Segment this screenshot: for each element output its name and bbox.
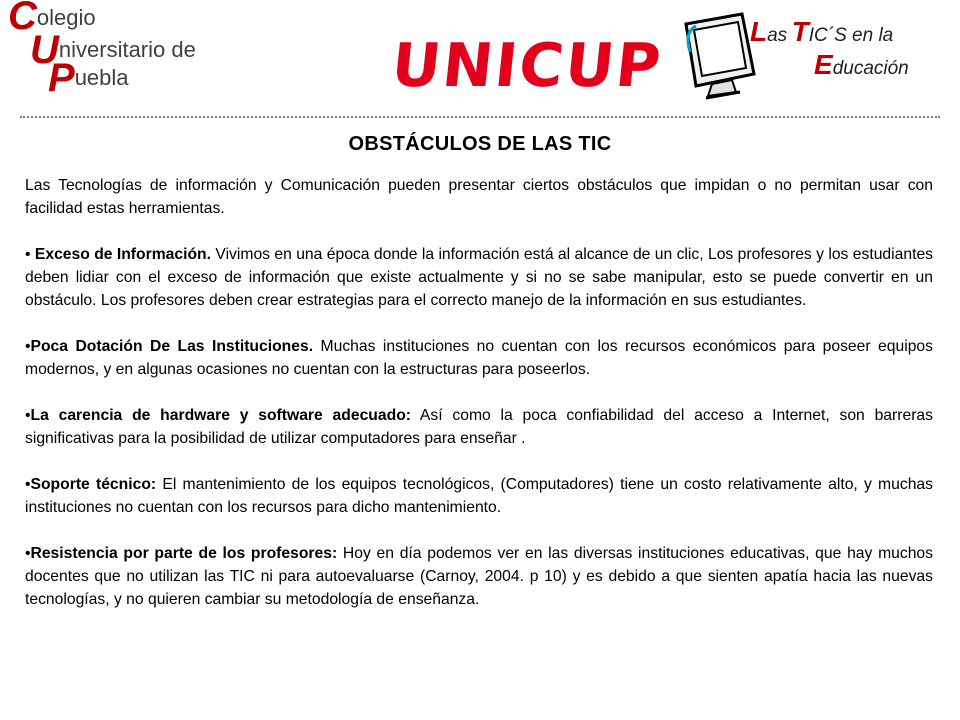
school-word-puebla: uebla bbox=[74, 65, 129, 90]
tagline-word-las: as bbox=[767, 25, 788, 46]
item-heading: Exceso de Información. bbox=[34, 246, 212, 263]
bullet: • bbox=[25, 246, 35, 263]
intro-paragraph: Las Tecnologías de información y Comunicación pueden presentar ciertos obstáculos que impidan o no permitan usar con facilidad estas herramientas. bbox=[25, 177, 933, 217]
initial-p: P bbox=[48, 56, 75, 100]
tagline-line-2 bbox=[814, 51, 909, 80]
list-item bbox=[25, 473, 933, 519]
tagline-word-educacion: ducación bbox=[832, 58, 909, 79]
item-heading: Resistencia por parte de los profesores: bbox=[30, 545, 338, 562]
item-heading: Soporte técnico: bbox=[30, 476, 157, 493]
list-item bbox=[25, 243, 933, 312]
item-heading: Poca Dotación De Las Instituciones. bbox=[30, 338, 314, 355]
item-text: Hoy en día podemos ver en las diversas instituciones educativas, que hay muchos docentes que no utilizan las TIC ni para autoevaluarse (Carnoy, 2004. p 10) y es debido a que sienten apatía hacia las nuevas tecnologías, y no quieren cambiar su metodología de enseñanza. bbox=[25, 545, 934, 608]
list-item bbox=[25, 404, 933, 450]
school-word-colegio: olegio bbox=[36, 5, 96, 30]
initial-u: U bbox=[30, 28, 59, 72]
item-text: Así como la poca confiabilidad del acceso a Internet, son barreras significativas para la posibilidad de utilizar computadores para enseñar . bbox=[25, 407, 933, 447]
item-text: Muchas instituciones no cuentan con los recursos económicos para poseer equipos modernos, y en algunas ocasiones no cuentan con la estructuras para poseerlos. bbox=[25, 338, 934, 378]
initial-l: L bbox=[750, 16, 768, 47]
initial-e: E bbox=[814, 49, 833, 80]
document-body bbox=[25, 174, 933, 634]
item-heading: La carencia de hardware y software adecuado: bbox=[30, 407, 411, 424]
school-word-universitario: niversitario de bbox=[58, 37, 196, 62]
tagline-words-tics: IC´S en la bbox=[808, 25, 894, 46]
list-item bbox=[25, 542, 933, 611]
item-text: Vivimos en una época donde la información está al alcance de un clic, Los profesores y los estudiantes deben lidiar con el exceso de información que existe actualmente y si no se sabe manipular, esto se puede convertir en un obstáculo. Los profesores deben crear estrategias para el correcto manejo de la información en sus estudiantes. bbox=[25, 246, 934, 309]
initial-c: C bbox=[8, 0, 37, 38]
bullet: • bbox=[25, 338, 31, 355]
bullet: • bbox=[25, 476, 31, 493]
item-text: El mantenimiento de los equipos tecnológicos, (Computadores) tiene un costo relativamente alto, y muchas instituciones no cuentan con los recursos para dicho mantenimiento. bbox=[25, 476, 933, 516]
bullet: • bbox=[25, 545, 31, 562]
initial-t: T bbox=[791, 16, 809, 47]
bullet: • bbox=[25, 407, 31, 424]
unicup-logo: UNICUP bbox=[388, 31, 666, 101]
page-title: OBSTÁCULOS DE LAS TIC bbox=[348, 133, 612, 155]
school-name bbox=[6, 0, 236, 110]
header-divider bbox=[20, 116, 940, 118]
list-item bbox=[25, 335, 933, 381]
tagline-line-1 bbox=[750, 18, 893, 47]
school-line-puebla bbox=[48, 58, 129, 98]
